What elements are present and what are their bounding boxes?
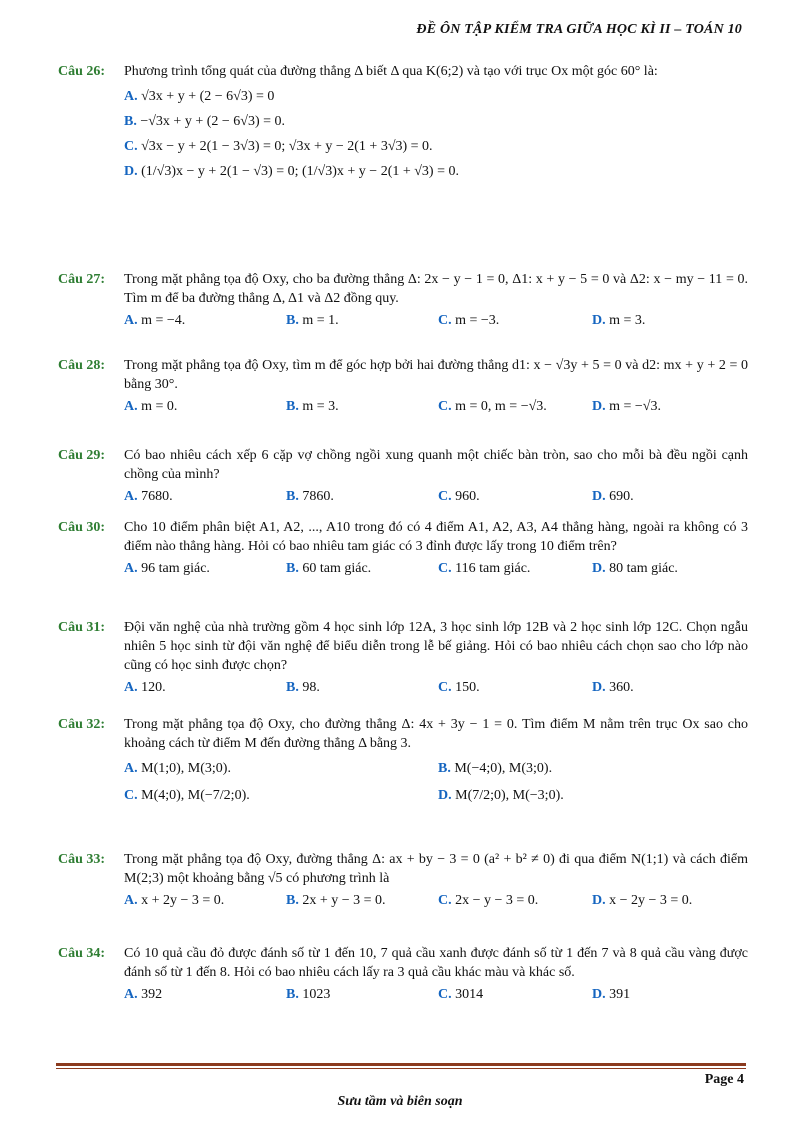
footer-note: Sưu tầm và biên soạn [337,1094,463,1109]
option-label: D. [592,893,606,908]
option-text: 2x + y − 3 = 0. [302,893,386,908]
option-label: B. [286,561,299,576]
question-block [58,618,748,699]
option-label: D. [592,561,606,576]
option-label: D. [592,987,606,1002]
question-block [58,62,748,181]
question-number: Câu 31: [58,620,106,635]
option-text: m = −4. [141,313,186,328]
question-block [58,270,748,332]
option-label: D. [438,788,452,803]
answer-option[interactable] [124,487,173,506]
answer-option[interactable] [438,786,564,805]
option-label: D. [124,164,138,179]
answer-option[interactable] [286,985,330,1004]
option-text: m = 3. [609,313,646,328]
question-number: Câu 28: [58,358,106,373]
option-text: m = 0. [141,399,178,414]
option-label: D. [592,680,606,695]
option-label: A. [124,680,138,695]
answer-option[interactable] [438,311,499,330]
answer-option[interactable] [124,891,224,910]
answer-option[interactable] [286,487,334,506]
option-label: C. [124,788,138,803]
option-text: √3x + y + (2 − 6√3) = 0 [141,89,275,104]
option-text: 120. [141,680,166,695]
page-header-title: ĐỀ ÔN TẬP KIỂM TRA GIỮA HỌC KÌ II – TOÁN 10 [416,22,742,37]
footer-divider-thick [56,1063,746,1066]
question-text: Trong mặt phẳng tọa độ Oxy, đường thẳng Δ: ax + by − 3 = 0 (a² + b² ≠ 0) đi qua điểm N(1;1) và cách điểm M(2;3) một khoảng bằng √5 có phương trình là [124,852,748,886]
answer-option[interactable] [124,311,185,330]
answer-option[interactable] [124,162,748,181]
answer-option[interactable] [286,311,339,330]
answer-option-row [124,985,748,1006]
option-label: B. [124,114,137,129]
answer-option-row [124,891,748,912]
option-label: C. [438,987,452,1002]
question-number: Câu 34: [58,946,106,961]
answer-option[interactable] [438,759,552,778]
answer-option[interactable] [438,678,480,697]
answer-option[interactable] [592,891,692,910]
question-text: Trong mặt phẳng tọa độ Oxy, cho ba đường thẳng Δ: 2x − y − 1 = 0, Δ1: x + y − 5 = 0 và Δ2: x − my − 11 = 0. Tìm m để ba đường thẳng Δ, Δ1 và Δ2 đồng quy. [124,272,748,306]
option-text: 690. [609,489,634,504]
answer-option-row [124,397,748,418]
option-label: A. [124,987,138,1002]
option-label: C. [438,893,452,908]
option-text: (1/√3)x − y + 2(1 − √3) = 0; (1/√3)x + y − 2(1 + √3) = 0. [141,164,459,179]
option-text: 3014 [455,987,484,1002]
option-text: −√3x + y + (2 − 6√3) = 0. [140,114,286,129]
option-label: C. [438,313,452,328]
question-text: Trong mặt phẳng tọa độ Oxy, tìm m để góc hợp bởi hai đường thẳng d1: x − √3y + 5 = 0 và d2: mx + y + 2 = 0 bằng 30°. [124,358,748,392]
option-label: A. [124,313,138,328]
answer-option-row [124,487,748,508]
answer-option[interactable] [286,678,320,697]
option-label: A. [124,893,138,908]
option-label: B. [286,313,299,328]
option-text: 360. [609,680,634,695]
answer-option[interactable] [592,559,678,578]
option-label: A. [124,489,138,504]
option-text: 98. [302,680,320,695]
option-text: 2x − y − 3 = 0. [455,893,539,908]
answer-option[interactable] [286,559,371,578]
answer-option[interactable] [438,559,530,578]
answer-option[interactable] [592,487,634,506]
option-text: 7860. [302,489,334,504]
option-text: √3x − y + 2(1 − 3√3) = 0; √3x + y − 2(1 + 3√3) = 0. [141,139,433,154]
answer-option[interactable] [124,112,748,131]
option-text: 80 tam giác. [609,561,678,576]
option-text: 1023 [302,987,331,1002]
question-text: Có bao nhiêu cách xếp 6 cặp vợ chồng ngồi xung quanh một chiếc bàn tròn, sao cho mỗi bà đều ngồi cạnh chồng của mình? [124,448,748,482]
question-number: Câu 30: [58,520,106,535]
option-label: B. [286,893,299,908]
question-number: Câu 26: [58,64,106,79]
question-text: Cho 10 điểm phân biệt A1, A2, ..., A10 trong đó có 4 điểm A1, A2, A3, A4 thẳng hàng, ngoài ra không có 3 điểm nào thẳng hàng. Hỏi có bao nhiêu tam giác có 3 đỉnh được lấy trong 10 điểm trên? [124,520,748,554]
answer-option[interactable] [592,985,630,1004]
option-text: 96 tam giác. [141,561,210,576]
option-label: A. [124,761,138,776]
answer-option[interactable] [592,311,645,330]
answer-option[interactable] [124,985,162,1004]
answer-option[interactable] [286,891,386,910]
option-label: D. [592,489,606,504]
question-block [58,446,748,508]
footer-divider-thin [56,1068,746,1069]
question-number: Câu 29: [58,448,106,463]
option-text: m = 1. [302,313,339,328]
option-text: m = −3. [455,313,500,328]
answer-option-row [124,559,748,580]
answer-option-row [124,678,748,699]
option-text: 150. [455,680,480,695]
option-label: A. [124,561,138,576]
option-label: A. [124,89,138,104]
question-block [58,850,748,912]
answer-option[interactable] [124,678,166,697]
option-text: m = −√3. [609,399,661,414]
answer-option[interactable] [438,985,483,1004]
option-text: x − 2y − 3 = 0. [609,893,693,908]
answer-option[interactable] [438,487,480,506]
question-number: Câu 33: [58,852,106,867]
answer-option-row [124,786,748,807]
option-label: B. [438,761,451,776]
answer-option[interactable] [124,87,748,106]
option-label: C. [438,489,452,504]
option-text: 960. [455,489,480,504]
option-text: 392 [141,987,163,1002]
answer-option-row [124,311,748,332]
option-text: 7680. [141,489,173,504]
answer-option[interactable] [286,397,339,416]
question-block [58,715,748,807]
question-number: Câu 27: [58,272,106,287]
page-number: Page 4 [704,1072,744,1087]
question-number: Câu 32: [58,717,106,732]
option-label: C. [438,561,452,576]
option-label: B. [286,399,299,414]
option-label: B. [286,680,299,695]
option-label: D. [592,399,606,414]
option-label: B. [286,489,299,504]
option-text: m = 0, m = −√3. [455,399,547,414]
answer-option[interactable] [438,397,547,416]
option-label: D. [592,313,606,328]
option-text: M(7/2;0), M(−3;0). [455,788,564,803]
question-text: Có 10 quả cầu đỏ được đánh số từ 1 đến 10, 7 quả cầu xanh được đánh số từ 1 đến 7 và 8 quả cầu vàng được đánh số từ 1 đến 8. Hỏi có bao nhiêu cách lấy ra 3 quả cầu khác màu và khác số. [124,946,748,980]
answer-option[interactable] [592,397,661,416]
option-text: M(1;0), M(3;0). [141,761,231,776]
question-block [58,356,748,418]
answer-option[interactable] [124,137,748,156]
question-block [58,518,748,580]
option-label: C. [124,139,138,154]
option-text: x + 2y − 3 = 0. [141,893,225,908]
answer-option[interactable] [124,559,210,578]
option-label: A. [124,399,138,414]
option-text: M(−4;0), M(3;0). [454,761,553,776]
option-label: C. [438,680,452,695]
answer-option[interactable] [124,786,250,805]
option-label: C. [438,399,452,414]
answer-option[interactable] [124,397,177,416]
question-text: Đội văn nghệ của nhà trường gồm 4 học sinh lớp 12A, 3 học sinh lớp 12B và 2 học sinh lớp 12C. Chọn ngẫu nhiên 5 học sinh từ đội văn nghệ để biểu diễn trong lễ bế giảng. Hỏi có bao nhiêu cách chọn sao cho lớp nào cũng có học sinh được chọn? [124,620,748,673]
option-text: 391 [609,987,631,1002]
question-text: Phương trình tổng quát của đường thẳng Δ biết Δ qua K(6;2) và tạo với trục Ox một góc 60° là: [124,64,658,79]
option-text: 116 tam giác. [455,561,531,576]
option-text: m = 3. [302,399,339,414]
answer-option[interactable] [124,759,231,778]
answer-option[interactable] [592,678,634,697]
question-text: Trong mặt phẳng tọa độ Oxy, cho đường thẳng Δ: 4x + 3y − 1 = 0. Tìm điểm M nằm trên trục Ox sao cho khoảng cách từ điểm M đến đường thẳng Δ bằng 3. [124,717,748,751]
answer-option-row [124,759,748,780]
option-label: B. [286,987,299,1002]
answer-option[interactable] [438,891,538,910]
option-text: 60 tam giác. [302,561,372,576]
question-block [58,944,748,1006]
option-text: M(4;0), M(−7/2;0). [141,788,250,803]
